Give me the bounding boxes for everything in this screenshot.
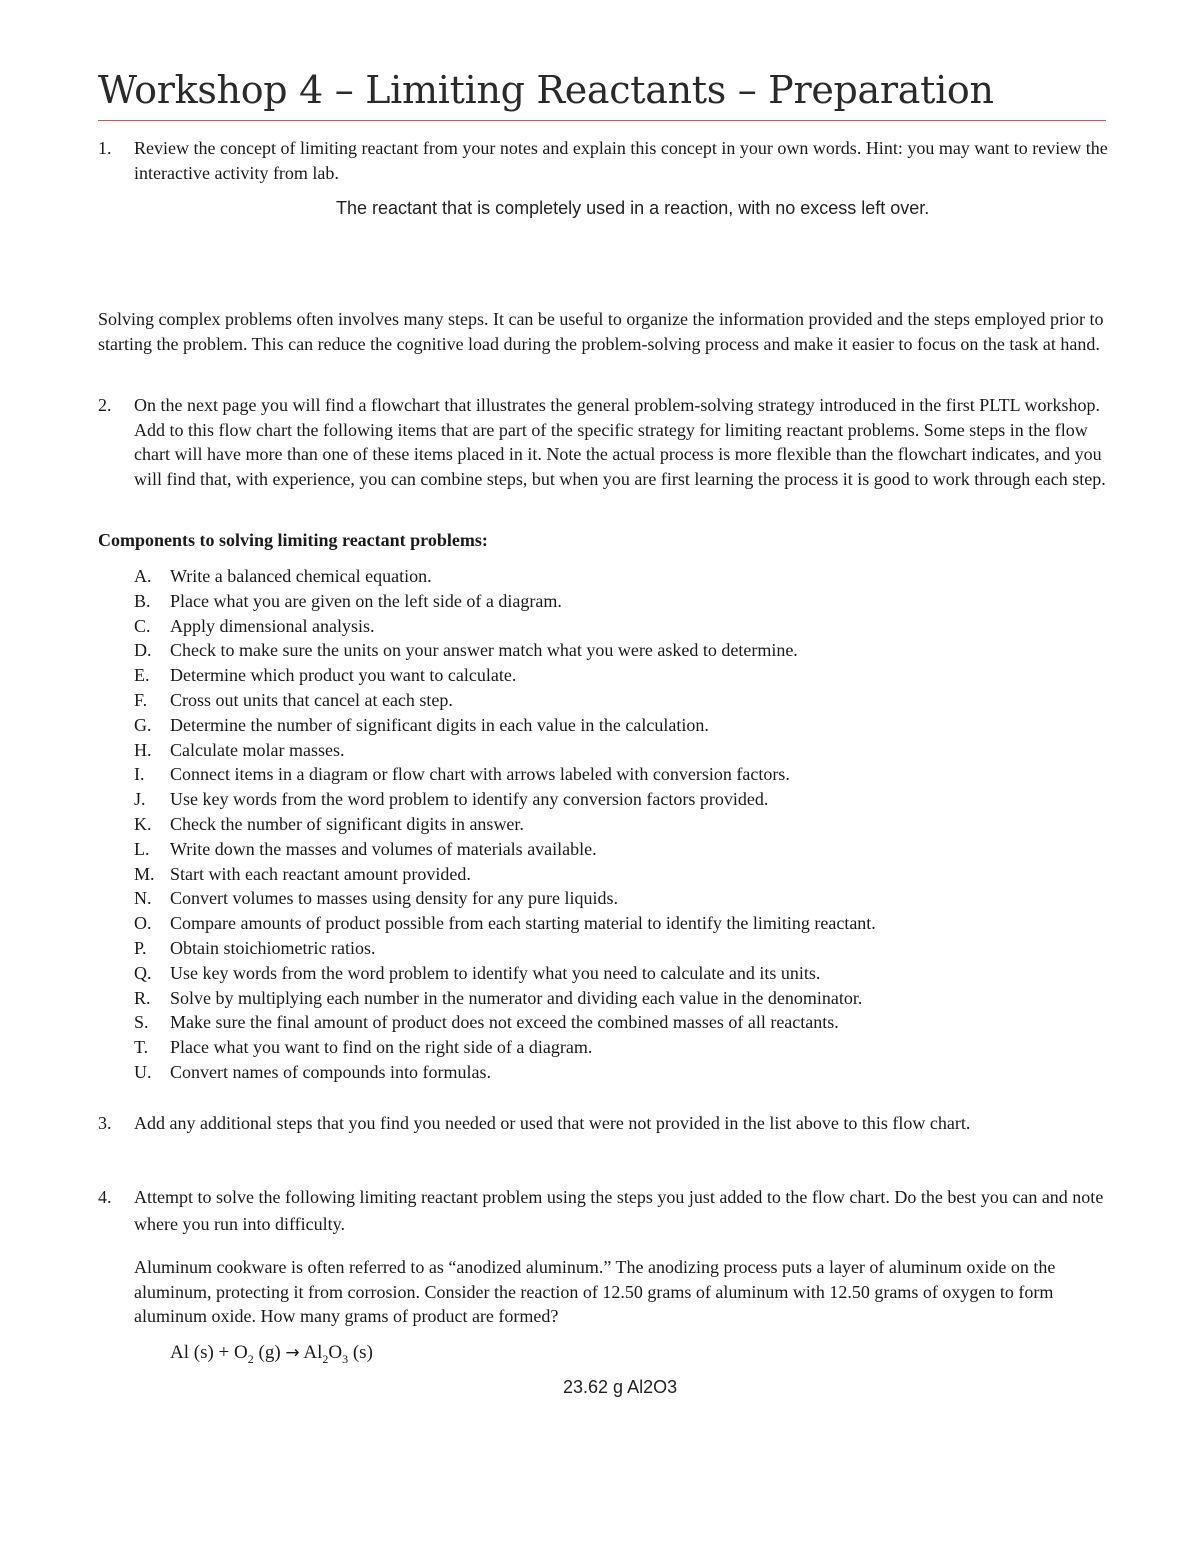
list-item: T. Place what you want to find on the right side of a diagram. <box>134 1037 593 1058</box>
question-4 <box>98 1184 1108 1238</box>
page-title: Workshop 4 – Limiting Reactants – Preparation <box>98 68 994 112</box>
question-text: Add any additional steps that you find you needed or used that were not provided in the list above to this flow chart. <box>134 1113 971 1133</box>
list-item: B. Place what you are given on the left side of a diagram. <box>134 590 562 611</box>
list-item: Q. Use key words from the word problem to identify what you need to calculate and its units. <box>134 962 821 983</box>
components-list <box>134 564 876 1085</box>
list-item: D. Check to make sure the units on your answer match what you were asked to determine. <box>134 640 798 661</box>
list-item: C. Apply dimensional analysis. <box>134 615 375 636</box>
list-item: A. Write a balanced chemical equation. <box>134 566 432 586</box>
intro-paragraph: Solving complex problems often involves many steps. It can be useful to organize the information provided and the steps employed prior to starting the problem. This can reduce the cognitive load during the problem-solving process and make it easier to focus on the task at hand. <box>98 309 1104 354</box>
list-item: O. Compare amounts of product possible from each starting material to identify the limiting reactant. <box>134 913 876 934</box>
list-item: E. Determine which product you want to calculate. <box>134 665 517 686</box>
answer-4: 23.62 g Al2O3 <box>563 1377 678 1397</box>
answer-1: The reactant that is completely used in a reaction, with no excess left over. <box>336 198 930 218</box>
list-item: P. Obtain stoichiometric ratios. <box>134 937 376 958</box>
question-text: Attempt to solve the following limiting reactant problem using the steps you just added to the flow chart. Do the best you can and note where you run into difficulty. <box>134 1187 1104 1234</box>
list-item: J. Use key words from the word problem to identify any conversion factors provided. <box>134 789 769 810</box>
list-item: I. Connect items in a diagram or flow chart with arrows labeled with conversion factors. <box>134 764 790 785</box>
list-item: R. Solve by multiplying each number in the numerator and dividing each value in the denominator. <box>134 987 863 1008</box>
list-item: K. Check the number of significant digits in answer. <box>134 813 524 834</box>
list-item: H. Calculate molar masses. <box>134 739 345 760</box>
components-heading: Components to solving limiting reactant problems: <box>98 530 488 550</box>
list-item: F. Cross out units that cancel at each step. <box>134 689 453 710</box>
arrow-icon: → <box>285 1343 300 1363</box>
list-item: G. Determine the number of significant digits in each value in the calculation. <box>134 714 709 735</box>
question-2 <box>98 393 1108 491</box>
question-1 <box>98 136 1108 185</box>
list-item: S. Make sure the final amount of product does not exceed the combined masses of all reactants. <box>134 1012 839 1033</box>
list-item: L. Write down the masses and volumes of materials available. <box>134 838 597 859</box>
question-number: 3. <box>98 1113 112 1133</box>
question-number: 4. <box>98 1187 112 1207</box>
question-3 <box>98 1111 1108 1136</box>
question-number: 1. <box>98 138 112 158</box>
question-text: Review the concept of limiting reactant from your notes and explain this concept in your own words. Hint: you may want to review the interactive activity from lab. <box>134 138 1108 183</box>
list-item: U. Convert names of compounds into formulas. <box>134 1061 491 1082</box>
chemical-equation: Al $(s) + O_2$ $(g) \to Al_2O_3$ (s) <box>170 1342 373 1366</box>
title-underline <box>98 120 1106 121</box>
list-item: M. Start with each reactant amount provided. <box>134 863 471 884</box>
question-text: On the next page you will find a flowchart that illustrates the general problem-solving strategy introduced in the first PLTL workshop. Add to this flow chart the following items that are part of the specific strategy for limiting reactant problems. Some steps in the flow chart will have more than one of these items placed in it. Note the actual process is more flexible than the flowchart indicates, and you will find that, with experience, you can combine steps, but when you are first learning the process it is good to work through each step. <box>134 395 1106 489</box>
list-item: N. Convert volumes to masses using density for any pure liquids. <box>134 888 618 909</box>
problem-statement: Aluminum cookware is often referred to as “anodized aluminum.” The anodizing process puts a layer of aluminum oxide on the aluminum, protecting it from corrosion. Consider the reaction of 12.50 grams of aluminum with 12.50 grams of oxygen to form aluminum oxide. How many grams of product are formed? <box>134 1257 1056 1326</box>
question-number: 2. <box>98 395 112 415</box>
